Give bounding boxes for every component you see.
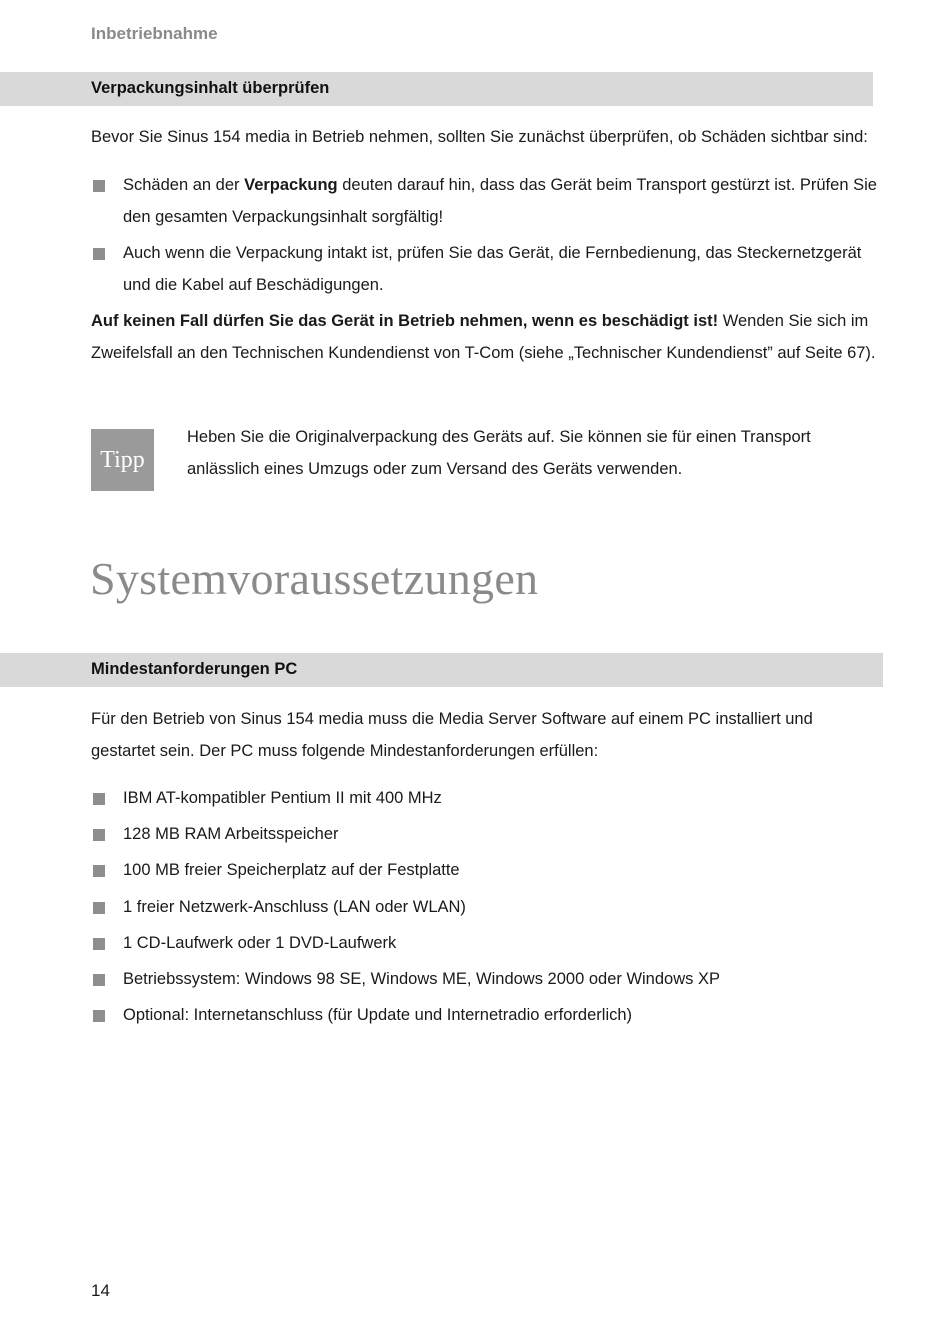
bullet-square-icon [93, 793, 105, 805]
section-heading-bar [0, 72, 873, 106]
section-heading-bar [0, 653, 883, 687]
bullet-square-icon [93, 865, 105, 877]
bullet-square-icon [93, 1010, 105, 1022]
intro-paragraph: Bevor Sie Sinus 154 media in Betrieb nehmen, sollten Sie zunächst überprüfen, ob Schäden sichtbar sind: [91, 128, 868, 146]
tipp-badge: Tipp [91, 429, 154, 491]
bullet-square-icon [93, 938, 105, 950]
list-item: 100 MB freier Speicherplatz auf der Festplatte [91, 855, 881, 887]
warning-paragraph: Auf keinen Fall dürfen Sie das Gerät in Betrieb nehmen, wenn es beschädigt ist! Wenden Sie sich im Zweifelsfall an den Technischen Kundendienst von T-Com (siehe „Technischer Kundendienst” auf Seite 67). [91, 312, 876, 362]
tipp-text: Heben Sie die Originalverpackung des Geräts auf. Sie können sie für einen Transport anlässlich eines Umzugs oder zum Versand des Geräts verwenden. [187, 428, 811, 478]
list-item: Optional: Internetanschluss (für Update und Internetradio erforderlich) [91, 1000, 881, 1032]
list-item: 1 freier Netzwerk-Anschluss (LAN oder WLAN) [91, 892, 881, 924]
section-heading-packaging: Verpackungsinhalt überprüfen [91, 79, 330, 97]
list-item: Schäden an der Verpackung deuten darauf hin, dass das Gerät beim Transport gestürzt ist. Prüfen Sie den gesamten Verpackungsinhalt sorgfältig! [91, 170, 881, 233]
page-number: 14 [91, 1281, 110, 1300]
bullet-square-icon [93, 248, 105, 260]
requirements-intro: Für den Betrieb von Sinus 154 media muss die Media Server Software auf einem PC installiert und gestartet sein. Der PC muss folgende Mindestanforderungen erfüllen: [91, 710, 813, 760]
bullet-square-icon [93, 829, 105, 841]
warning-bold: Auf keinen Fall dürfen Sie das Gerät in Betrieb nehmen, wenn es beschädigt ist! [91, 312, 719, 330]
section-heading-requirements: Mindestanforderungen PC [91, 660, 298, 678]
bold-term: Verpackung [244, 176, 338, 194]
chapter-title: Systemvoraussetzungen [90, 553, 539, 604]
list-item: Auch wenn die Verpackung intakt ist, prüfen Sie das Gerät, die Fernbedienung, das Steckernetzgerät und die Kabel auf Beschädigungen. [91, 238, 881, 301]
list-item: IBM AT-kompatibler Pentium II mit 400 MHz [91, 783, 881, 815]
running-head: Inbetriebnahme [91, 24, 218, 43]
bullet-square-icon [93, 180, 105, 192]
bullet-square-icon [93, 902, 105, 914]
list-item: 1 CD-Laufwerk oder 1 DVD-Laufwerk [91, 928, 881, 960]
list-item: Betriebssystem: Windows 98 SE, Windows ME, Windows 2000 oder Windows XP [91, 964, 881, 996]
list-item: 128 MB RAM Arbeitsspeicher [91, 819, 881, 851]
bullet-square-icon [93, 974, 105, 986]
